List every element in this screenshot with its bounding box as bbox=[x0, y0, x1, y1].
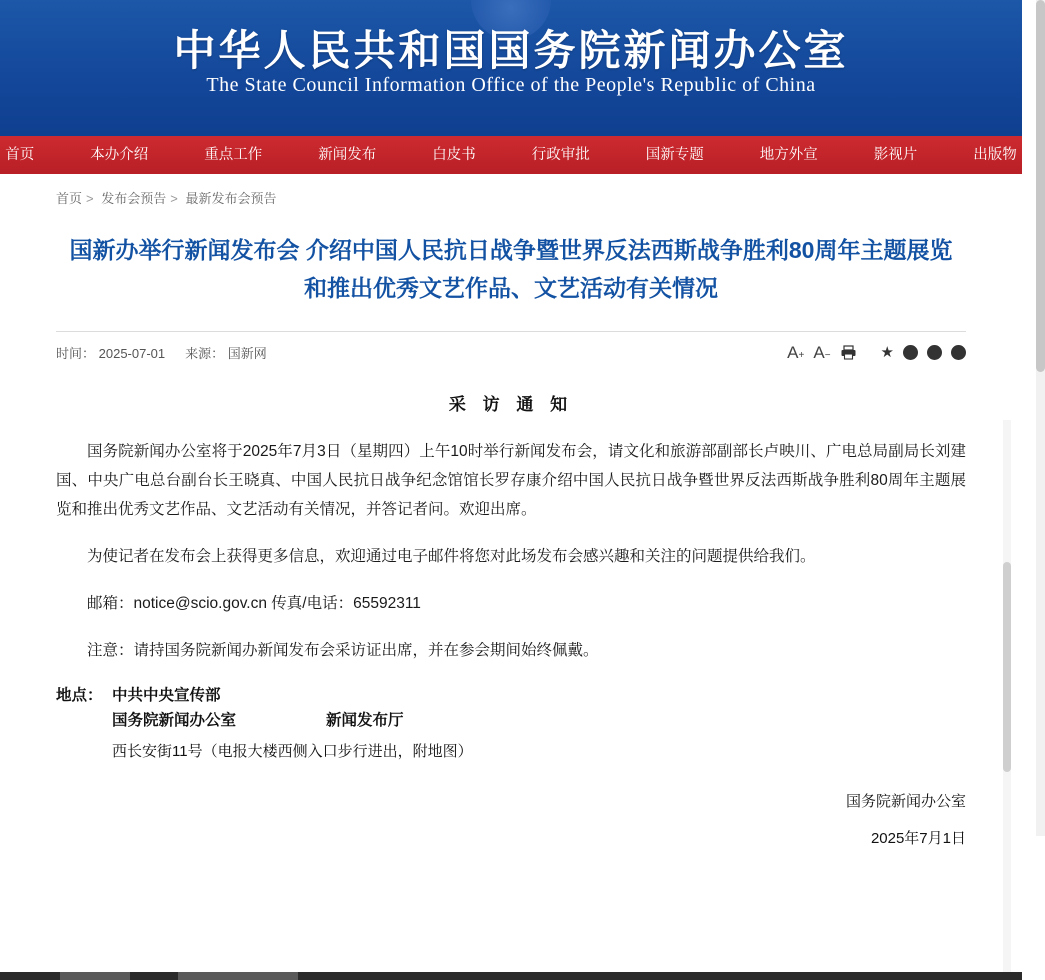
nav-item-publication[interactable]: 出版物 bbox=[973, 147, 1017, 163]
breadcrumb bbox=[0, 174, 1022, 217]
page-title: 国新办举行新闻发布会 介绍中国人民抗日战争暨世界反法西斯战争胜利80周年主题展览和推出优秀文艺作品、文艺活动有关情况 bbox=[69, 237, 953, 301]
article-meta-left bbox=[56, 343, 267, 362]
article-paragraph-3: 邮箱：notice@scio.gov.cn 传真/电话：65592311 bbox=[87, 595, 421, 612]
article-subtitle: 采 访 通 知 bbox=[448, 395, 574, 414]
breadcrumb-separator-1: > bbox=[86, 191, 94, 206]
breadcrumb-level2[interactable]: 发布会预告 bbox=[101, 191, 167, 206]
venue-label-spacer bbox=[56, 708, 112, 733]
inner-scrollbar-thumb[interactable] bbox=[1003, 562, 1011, 772]
article-time bbox=[56, 343, 165, 362]
article-sign-date: 2025年7月1日 bbox=[870, 830, 966, 847]
weibo-icon[interactable] bbox=[927, 345, 942, 360]
print-icon[interactable] bbox=[840, 345, 857, 360]
star-icon[interactable]: ★ bbox=[880, 344, 894, 361]
page-scrollbar[interactable] bbox=[1036, 0, 1045, 836]
venue-label: 地点： bbox=[56, 687, 103, 704]
site-title-en: The State Council Information Office of the People's Republic of China bbox=[206, 74, 816, 96]
venue-line-1: 中共中央宣传部 bbox=[112, 687, 221, 704]
article-signature: 国务院新闻办公室 bbox=[845, 793, 966, 810]
taskbar bbox=[0, 972, 1022, 980]
nav-item-approval[interactable]: 行政审批 bbox=[531, 147, 590, 163]
breadcrumb-home[interactable]: 首页 bbox=[56, 191, 83, 206]
article-paragraph-4: 注意：请持国务院新闻办新闻发布会采访证出席，并在参会期间始终佩戴。 bbox=[87, 642, 599, 659]
font-increase-button[interactable]: A $_+$ bbox=[787, 343, 805, 362]
site-title-cn: 中华人民共和国国务院新闻办公室 bbox=[173, 29, 849, 75]
nav-item-about[interactable]: 本办介绍 bbox=[90, 147, 149, 163]
inner-scrollbar[interactable] bbox=[1003, 420, 1011, 980]
wechat-icon[interactable] bbox=[951, 345, 966, 360]
venue-address: 西长安街11号（电报大楼西侧入口步行进出，附地图） bbox=[112, 743, 473, 760]
qq-icon[interactable] bbox=[903, 345, 918, 360]
article-source-label: 来源： bbox=[185, 346, 225, 361]
venue-block bbox=[56, 683, 966, 764]
venue-second-line bbox=[56, 708, 966, 733]
nav-item-local[interactable]: 地方外宣 bbox=[759, 147, 818, 163]
nav-item-key-work[interactable]: 重点工作 bbox=[204, 147, 263, 163]
taskbar-item-1[interactable] bbox=[60, 972, 130, 980]
venue-first-line bbox=[56, 683, 966, 708]
article-source-value: 国新网 bbox=[227, 346, 267, 361]
nav-item-video[interactable]: 影视片 bbox=[873, 147, 918, 163]
breadcrumb-separator-2: > bbox=[170, 191, 178, 206]
article-meta bbox=[56, 331, 966, 362]
taskbar-item-2[interactable] bbox=[178, 972, 298, 980]
nav-item-topics[interactable]: 国新专题 bbox=[645, 147, 704, 163]
article-time-value: 2025-07-01 bbox=[98, 346, 166, 361]
nav-item-whitepaper[interactable]: 白皮书 bbox=[432, 147, 476, 163]
article-time-label: 时间： bbox=[56, 346, 96, 361]
font-decrease-button[interactable]: A $_-$ bbox=[813, 343, 831, 362]
page-scrollbar-thumb[interactable] bbox=[1036, 0, 1045, 372]
nav-item-home[interactable]: 首页 bbox=[5, 147, 35, 163]
article-paragraph-1: 国务院新闻办公室将于2025年7月3日（星期四）上午10时举行新闻发布会，请文化和旅游部副部长卢映川、广电总局副局长刘建国、中央广电总台副台长王晓真、中国人民抗日战争纪念馆馆长罗存康介绍中国人民抗日战争暨世界反法西斯战争胜利80周年主题展览和推出优秀文艺作品、文艺活动有关情况，并答记者问。欢迎出席。 bbox=[56, 443, 966, 518]
breadcrumb-level3: 最新发布会预告 bbox=[185, 191, 277, 206]
main-nav bbox=[0, 136, 1022, 174]
venue-hall: 新闻发布厅 bbox=[326, 712, 404, 729]
nav-item-press[interactable]: 新闻发布 bbox=[318, 147, 377, 163]
article-container bbox=[30, 217, 992, 848]
article-paragraph-2: 为使记者在发布会上获得更多信息，欢迎通过电子邮件将您对此场发布会感兴趣和关注的问题提供给我们。 bbox=[87, 548, 816, 565]
article-source bbox=[185, 343, 267, 362]
article-toolbar bbox=[787, 344, 966, 361]
page-body bbox=[0, 174, 1022, 848]
site-banner bbox=[0, 0, 1022, 136]
venue-line-2: 国务院新闻办公室 bbox=[112, 712, 237, 729]
